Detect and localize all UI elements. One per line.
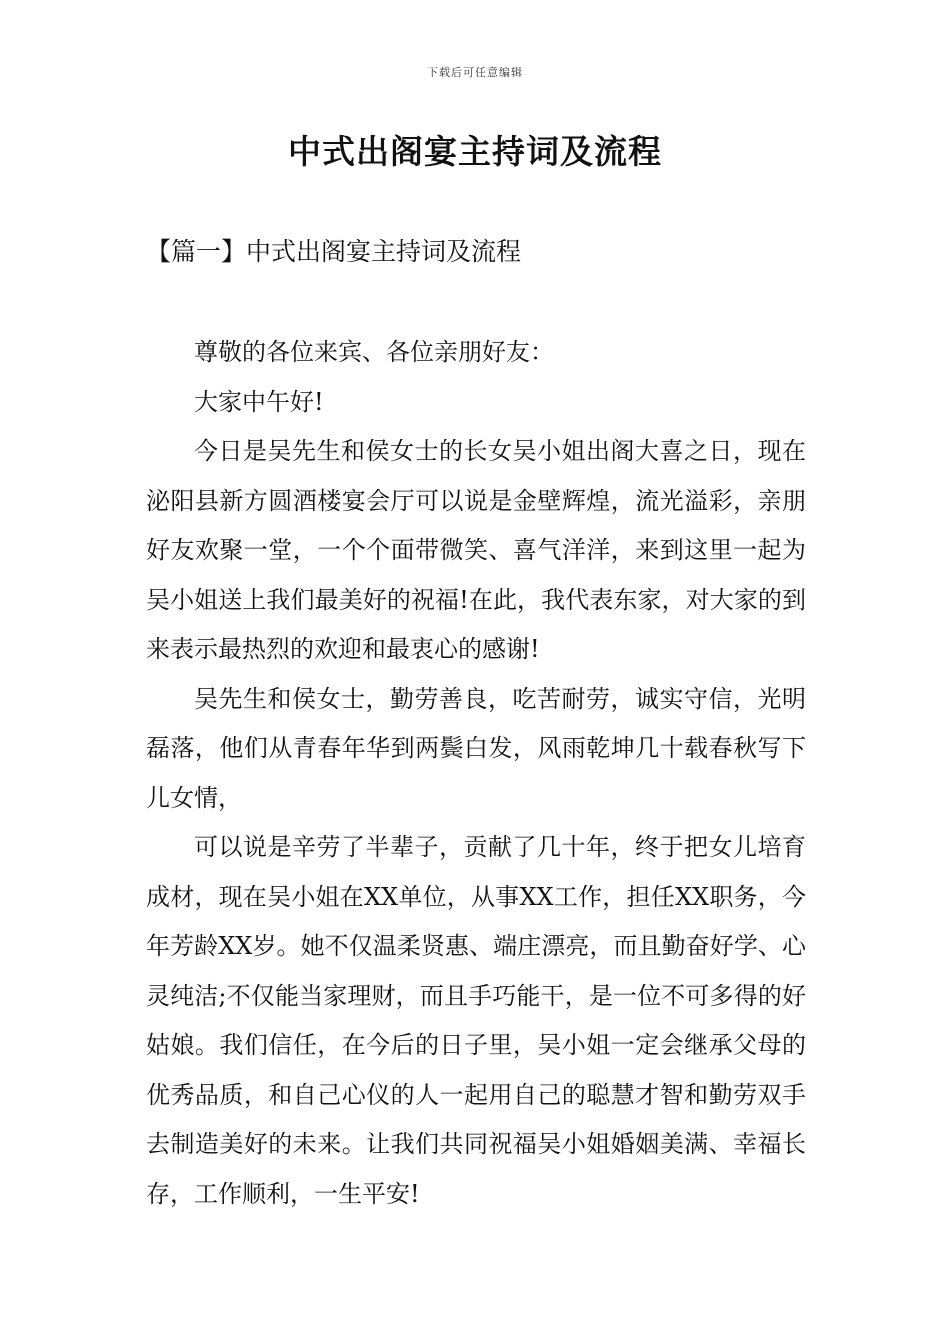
document-title: 中式出阁宴主持词及流程 [288, 132, 662, 171]
section-heading: 【篇一】中式出阁宴主持词及流程 [146, 237, 522, 266]
header-note: 下载后可任意编辑 [427, 66, 523, 79]
paragraph-parents: 吴先生和侯女士，勤劳善良，吃苦耐劳，诚实守信，光明磊落，他们从青春年华到两鬓白发，风雨乾坤几十载春秋写下儿女情， [146, 684, 806, 812]
paragraph-greeting: 尊敬的各位来宾、各位亲朋好友： [194, 338, 554, 366]
paragraph-occasion: 今日是吴先生和侯女士的长女吴小姐出阁大喜之日，现在泌阳县新方圆酒楼宴会厅可以说是金壁辉煌，流光溢彩，亲朋好友欢聚一堂，一个个面带微笑、喜气洋洋，来到这里一起为吴小姐送上我们最美好的祝福!在此，我代表东家，对大家的到来表示最热烈的欢迎和最衷心的感谢! [146, 437, 806, 663]
paragraph-hello: 大家中午好! [194, 387, 324, 416]
paragraph-bride: 可以说是辛劳了半辈子，贡献了几十年，终于把女儿培育成材，现在吴小姐在XX单位，从事XX工作，担任XX职务，今年芳龄XX岁。她不仅温柔贤惠、端庄漂亮，而且勤奋好学、心灵纯洁;不仅能当家理财，而且手巧能干，是一位不可多得的好姑娘。我们信任，在今后的日子里，吴小姐一定会继承父母的优秀品质，和自己心仪的人一起用自己的聪慧才智和勤劳双手去制造美好的未来。让我们共同祝福吴小姐婚姻美满、幸福长存，工作顺利，一生平安! [146, 833, 806, 1208]
document-body [146, 328, 806, 1219]
